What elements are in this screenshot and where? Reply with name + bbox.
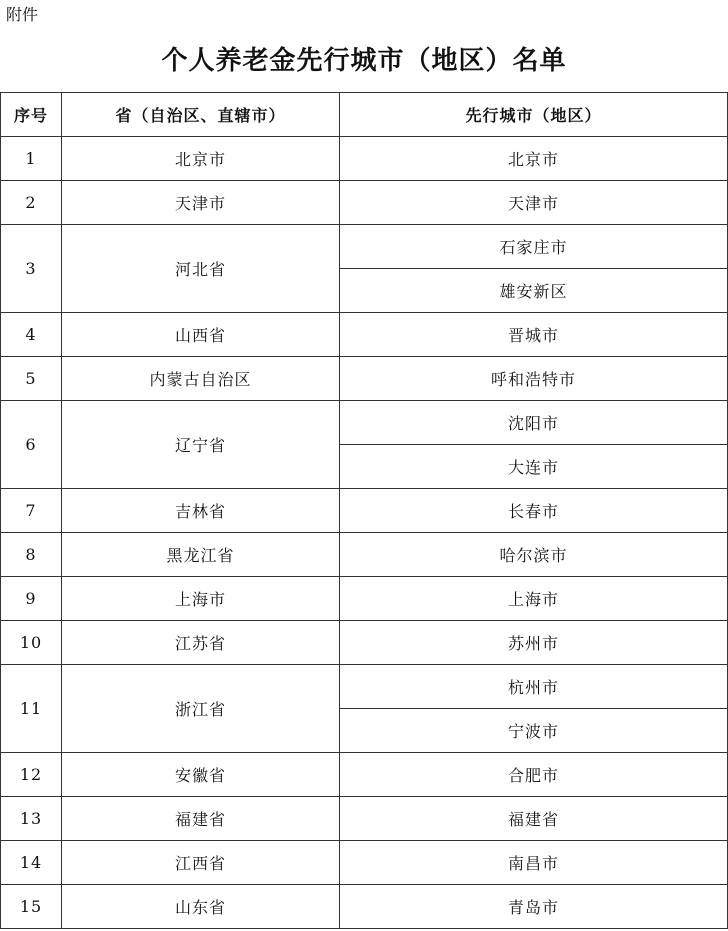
table-row [1, 137, 728, 181]
page-title: 个人养老金先行城市（地区）名单 [161, 46, 567, 76]
cell-province: 山东省 [62, 885, 340, 929]
table-row [1, 577, 728, 621]
cell-serial-number: 5 [1, 357, 62, 401]
table-row [1, 489, 728, 533]
cell-pilot-city: 上海市 [340, 577, 728, 621]
cell-pilot-city: 石家庄市 [340, 225, 728, 269]
cell-serial-number: 14 [1, 841, 62, 885]
table-row [1, 841, 728, 885]
cell-pilot-city: 青岛市 [340, 885, 728, 929]
cell-pilot-city: 宁波市 [340, 709, 728, 753]
cell-province: 福建省 [62, 797, 340, 841]
cell-serial-number: 4 [1, 313, 62, 357]
cell-pilot-city: 福建省 [340, 797, 728, 841]
table-row [1, 533, 728, 577]
cell-serial-number: 3 [1, 225, 62, 313]
cell-pilot-city: 长春市 [340, 489, 728, 533]
cell-province: 吉林省 [62, 489, 340, 533]
cell-serial-number: 12 [1, 753, 62, 797]
table-body [1, 137, 728, 929]
cell-serial-number: 9 [1, 577, 62, 621]
cell-pilot-city: 南昌市 [340, 841, 728, 885]
header-serial-number: 序号 [1, 93, 62, 137]
cell-serial-number: 2 [1, 181, 62, 225]
cell-province: 北京市 [62, 137, 340, 181]
table-header [1, 93, 728, 137]
cell-province: 天津市 [62, 181, 340, 225]
table-row [1, 181, 728, 225]
cell-pilot-city: 苏州市 [340, 621, 728, 665]
table-row [1, 797, 728, 841]
cell-province: 安徽省 [62, 753, 340, 797]
cell-serial-number: 1 [1, 137, 62, 181]
header-province: 省（自治区、直辖市） [62, 93, 340, 137]
cell-pilot-city: 合肥市 [340, 753, 728, 797]
table-row [1, 621, 728, 665]
table-row [1, 753, 728, 797]
cell-pilot-city: 哈尔滨市 [340, 533, 728, 577]
cell-pilot-city: 晋城市 [340, 313, 728, 357]
cell-province: 江西省 [62, 841, 340, 885]
cell-pilot-city: 呼和浩特市 [340, 357, 728, 401]
cell-serial-number: 10 [1, 621, 62, 665]
cell-province: 山西省 [62, 313, 340, 357]
cell-province: 辽宁省 [62, 401, 340, 489]
cell-pilot-city: 沈阳市 [340, 401, 728, 445]
cell-serial-number: 15 [1, 885, 62, 929]
cell-serial-number: 11 [1, 665, 62, 753]
cell-province: 河北省 [62, 225, 340, 313]
cell-serial-number: 8 [1, 533, 62, 577]
table-row [1, 313, 728, 357]
cell-serial-number: 7 [1, 489, 62, 533]
cell-pilot-city: 雄安新区 [340, 269, 728, 313]
cell-pilot-city: 大连市 [340, 445, 728, 489]
cell-province: 江苏省 [62, 621, 340, 665]
table-row [1, 225, 728, 269]
header-pilot-city: 先行城市（地区） [340, 93, 728, 137]
table-row [1, 401, 728, 445]
cell-province: 内蒙古自治区 [62, 357, 340, 401]
cell-province: 上海市 [62, 577, 340, 621]
table-row [1, 357, 728, 401]
cell-pilot-city: 杭州市 [340, 665, 728, 709]
cell-province: 浙江省 [62, 665, 340, 753]
cell-serial-number: 6 [1, 401, 62, 489]
cell-serial-number: 13 [1, 797, 62, 841]
table-row [1, 885, 728, 929]
table-row [1, 665, 728, 709]
header-row [1, 93, 728, 137]
attachment-label: 附件 [6, 5, 39, 24]
cell-pilot-city: 北京市 [340, 137, 728, 181]
pilot-cities-table [0, 92, 728, 929]
cell-pilot-city: 天津市 [340, 181, 728, 225]
cell-province: 黑龙江省 [62, 533, 340, 577]
